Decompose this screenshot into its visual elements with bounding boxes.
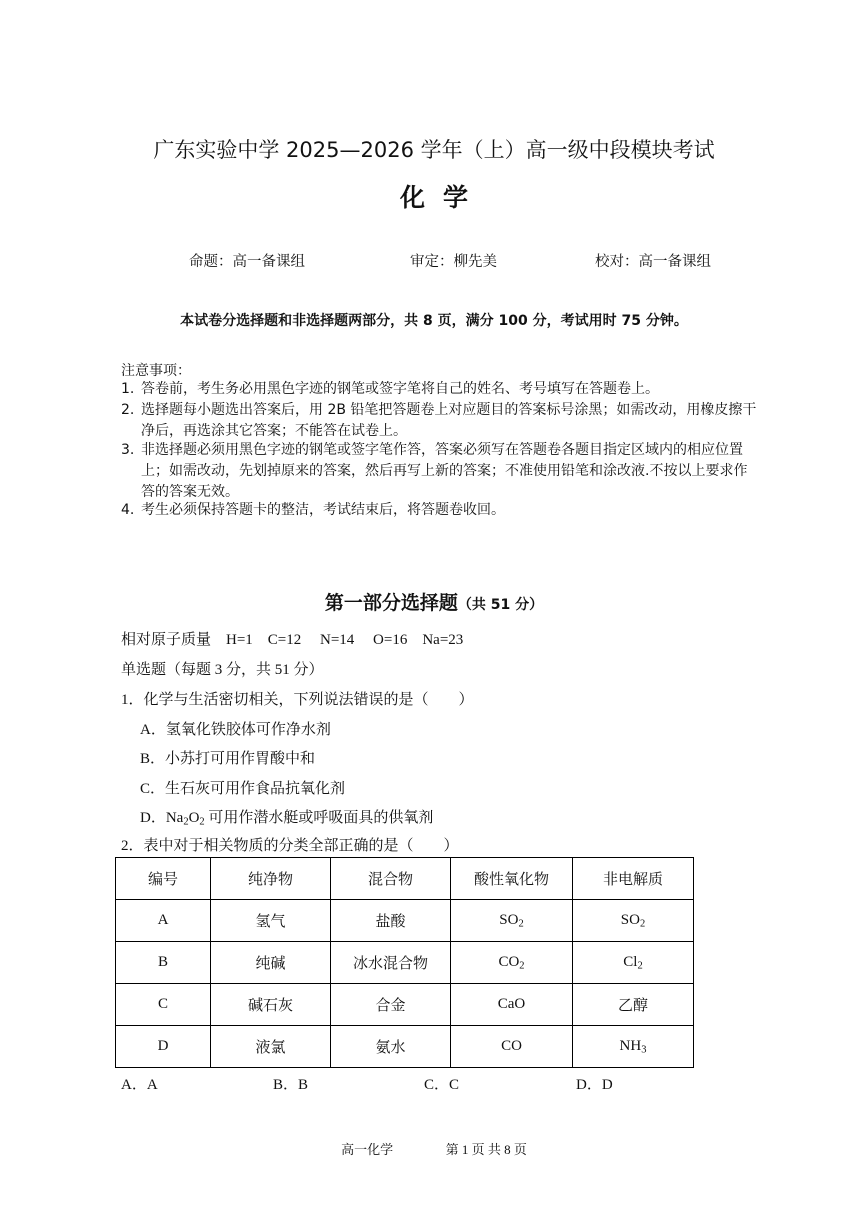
table-cell: 盐酸 bbox=[331, 900, 451, 942]
table-header: 纯净物 bbox=[211, 858, 331, 900]
exam-title: 广东实验中学 2025—2026 学年（上）高一级中段模块考试 bbox=[153, 138, 715, 162]
table-cell: A bbox=[116, 900, 211, 942]
notice-number: 4. bbox=[121, 502, 135, 518]
page-footer bbox=[0, 1139, 868, 1158]
notice-item bbox=[121, 440, 761, 503]
question-2-answer-b: B．B bbox=[273, 1077, 309, 1093]
notice-heading: 注意事项： bbox=[121, 363, 191, 379]
table-row bbox=[116, 900, 694, 942]
table-row bbox=[116, 942, 694, 984]
table-cell: 氨水 bbox=[331, 1026, 451, 1068]
author-credit: 命题：高一备课组 bbox=[189, 254, 305, 270]
table-cell: $SO_2$ bbox=[451, 900, 573, 942]
notice-text: 考生必须保持答题卡的整洁，考试结束后，将答题卷收回。 bbox=[141, 502, 505, 518]
exam-info: 本试卷分选择题和非选择题两部分，共 8 页，满分 100 分，考试用时 75 分钟。 bbox=[180, 313, 688, 329]
part-score-note: （共 51 分） bbox=[457, 597, 544, 613]
notice-item bbox=[121, 500, 761, 521]
question-2-answer-d: D．D bbox=[576, 1077, 613, 1093]
notice-item bbox=[121, 400, 761, 442]
proofreader-credit: 校对：高一备课组 bbox=[595, 254, 711, 270]
subject-title: 化学 bbox=[399, 183, 486, 212]
part-title bbox=[0, 588, 868, 615]
table-cell: CO bbox=[451, 1026, 573, 1068]
table-cell: $Cl_2$ bbox=[573, 942, 694, 984]
table-header: 编号 bbox=[116, 858, 211, 900]
table-cell: 冰水混合物 bbox=[331, 942, 451, 984]
question-1-option-d: D．$Na_2O_2$ 可用作潜水艇或呼吸面具的供氧剂 bbox=[140, 810, 434, 828]
table-cell: $CO_2$ bbox=[451, 942, 573, 984]
table-cell: 乙醇 bbox=[573, 984, 694, 1026]
table-cell: CaO bbox=[451, 984, 573, 1026]
table-header: 混合物 bbox=[331, 858, 451, 900]
notice-text: 非选择题必须用黑色字迹的钢笔或签字笔作答，答案必须写在答题卷各题目指定区域内的相应位置上；如需改动，先划掉原来的答案，然后再写上新的答案；不准使用铅笔和涂改液.不按以上要求作答的答案无效。 bbox=[141, 442, 748, 500]
notice-number: 2. bbox=[121, 402, 135, 418]
question-1-option-a: A．氢氧化铁胶体可作净水剂 bbox=[140, 722, 331, 738]
question-1-option-c: C．生石灰可用作食品抗氧化剂 bbox=[140, 781, 346, 797]
table-row bbox=[116, 1026, 694, 1068]
table-row bbox=[116, 984, 694, 1026]
page-number: 第 1 页 共 8 页 bbox=[445, 1142, 527, 1157]
table-cell: 氢气 bbox=[211, 900, 331, 942]
table-header: 非电解质 bbox=[573, 858, 694, 900]
table-cell: B bbox=[116, 942, 211, 984]
table-header: 酸性氧化物 bbox=[451, 858, 573, 900]
question-2-answer-a: A．A bbox=[121, 1077, 158, 1093]
question-1-stem: 1．化学与生活密切相关，下列说法错误的是（ ） bbox=[121, 692, 474, 708]
table-header-row bbox=[116, 858, 694, 900]
table-cell: 合金 bbox=[331, 984, 451, 1026]
notice-text: 答卷前，考生务必用黑色字迹的钢笔或签字笔将自己的姓名、考号填写在答题卷上。 bbox=[141, 381, 659, 397]
notice-item bbox=[121, 379, 761, 400]
notice-text: 选择题每小题选出答案后，用 2B 铅笔把答题卷上对应题目的答案标号涂黑；如需改动，用橡皮擦干净后，再选涂其它答案；不能答在试卷上。 bbox=[141, 402, 757, 439]
atomic-mass-line: 相对原子质量 H=1 C=12 N=14 O=16 Na=23 bbox=[121, 632, 464, 648]
table-cell: 碱石灰 bbox=[211, 984, 331, 1026]
question-2-stem: 2．表中对于相关物质的分类全部正确的是（ ） bbox=[121, 838, 459, 854]
question-1-option-b: B．小苏打可用作胃酸中和 bbox=[140, 751, 316, 767]
table-cell: 液氯 bbox=[211, 1026, 331, 1068]
table-cell: C bbox=[116, 984, 211, 1026]
notice-number: 3. bbox=[121, 442, 135, 458]
table-cell: 纯碱 bbox=[211, 942, 331, 984]
table-cell: $NH_3$ bbox=[573, 1026, 694, 1068]
classification-table bbox=[115, 857, 694, 1068]
reviewer-credit: 审定：柳先美 bbox=[410, 254, 497, 270]
part-title-text: 第一部分选择题 bbox=[324, 592, 458, 614]
footer-subject: 高一化学 bbox=[341, 1142, 394, 1157]
question-2-answer-c: C．C bbox=[424, 1077, 460, 1093]
section-heading: 单选题（每题 3 分，共 51 分） bbox=[121, 662, 324, 678]
table-cell: $SO_2$ bbox=[573, 900, 694, 942]
notice-number: 1. bbox=[121, 381, 135, 397]
table-cell: D bbox=[116, 1026, 211, 1068]
